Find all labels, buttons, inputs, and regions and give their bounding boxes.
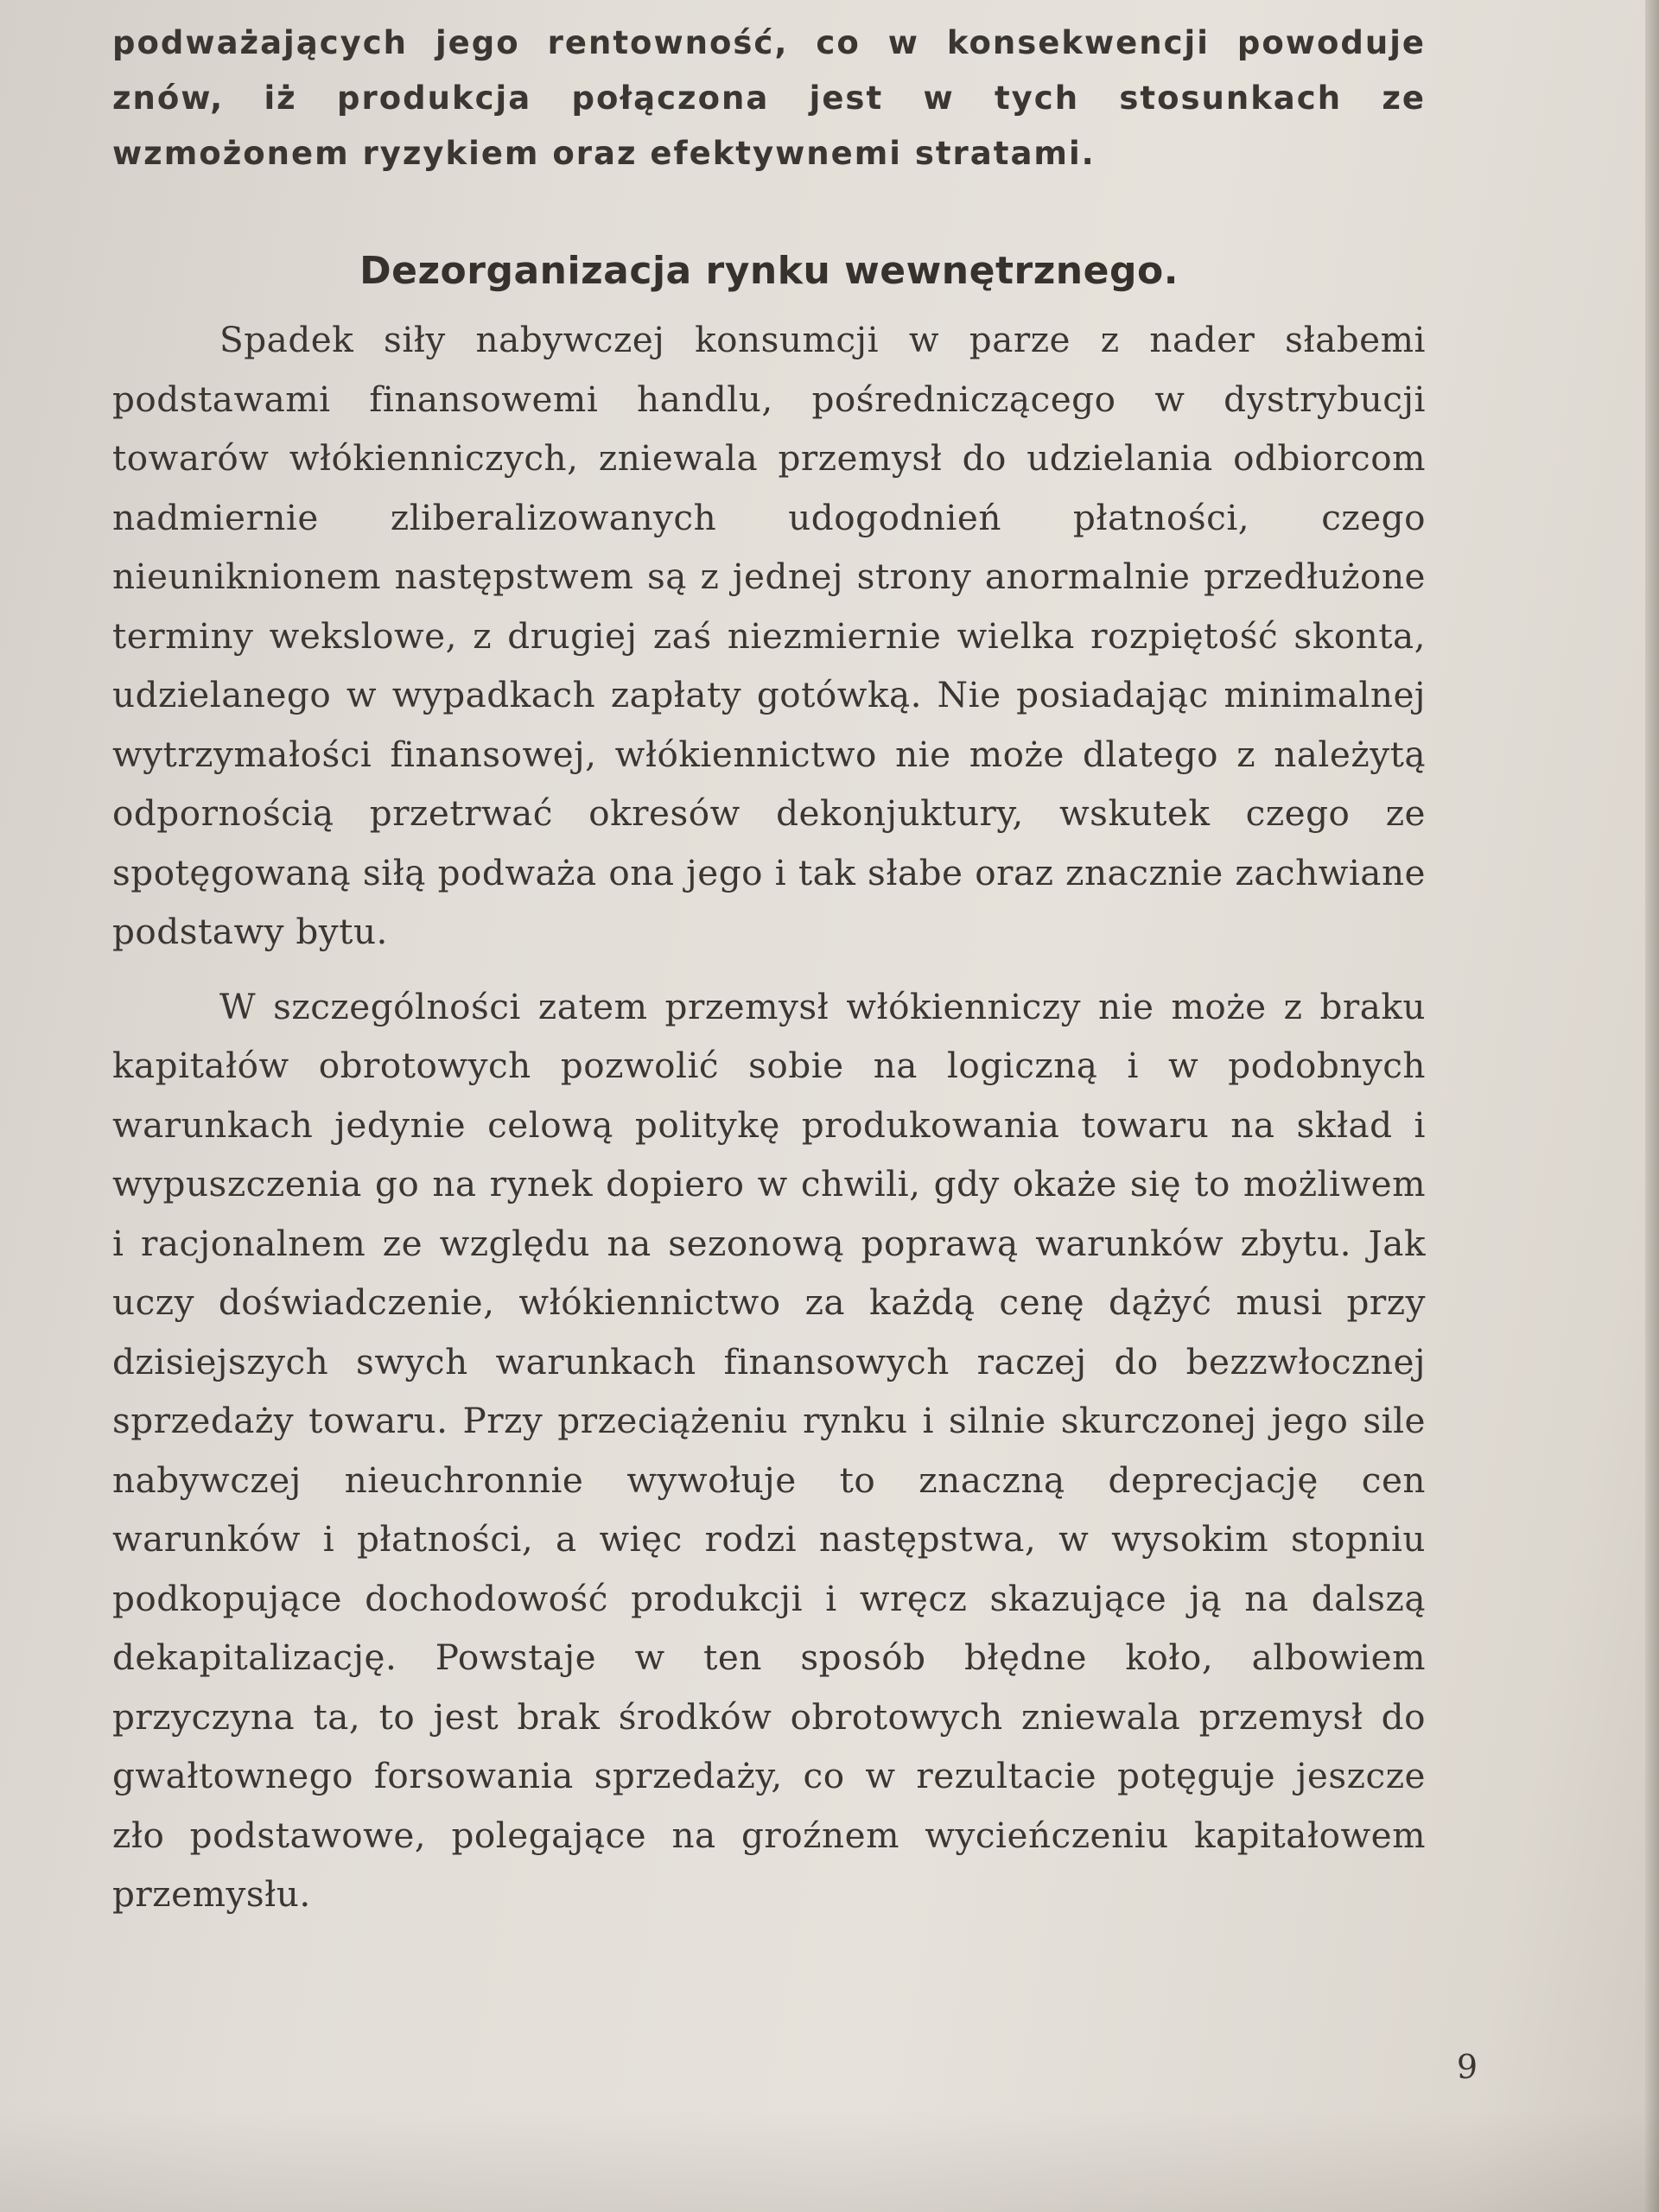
body-paragraph-1: Spadek siły nabywczej konsumcji w parze z nader słabemi podstawami finansowemi handlu, pośredniczącego w dystrybucji towarów włókienniczych, zniewala przemysł do udzielania odbiorcom nadmiernie zliberalizowanych udogodnień płatności, czego nieuniknionem następstwem są z jednej strony anormalnie przedłużone terminy wekslowe, z drugiej zaś niezmiernie wielka rozpiętość skonta, udzielanego w wypadkach zapłaty gotówką. Nie posiadając minimalnej wytrzymałości finansowej, włókiennictwo nie może dlatego z należytą odpornością przetrwać okresów dekonjuktury, wskutek czego ze spotęgowaną siłą podważa ona jego i tak słabe oraz znacznie zachwiane podstawy bytu. bbox=[112, 319, 1426, 952]
intro-paragraph: podważających jego rentowność, co w konsekwencji powoduje znów, iż produkcja połączona jest w tych stosunkach ze wzmożonem ryzykiem oraz efektywnemi stratami. bbox=[112, 24, 1426, 172]
section-title: Dezorganizacja rynku wewnętrznego. bbox=[359, 249, 1179, 293]
page-text bbox=[112, 16, 1426, 1924]
body-paragraph-2: W szczególności zatem przemysł włókienniczy nie może z braku kapitałów obrotowych pozwolić sobie na logiczną i w podobnych warunkach jedynie celową politykę produkowania towaru na skład i wypuszczenia go na rynek dopiero w chwili, gdy okaże się to możliwem i racjonalnem ze względu na sezonową poprawą warunków zbytu. Jak uczy doświadczenie, włókiennictwo za każdą cenę dążyć musi przy dzisiejszych swych warunkach finansowych raczej do bezzwłocznej sprzedaży towaru. Przy przeciążeniu rynku i silnie skurczonej jego sile nabywczej nieuchronnie wywołuje to znaczną deprecjację cen warunków i płatności, a więc rodzi następstwa, w wysokim stopniu podkopujące dochodowość produkcji i wręcz skazujące ją na dalszą dekapitalizację. Powstaje w ten sposób błędne koło, albowiem przyczyna ta, to jest brak środków obrotowych zniewala przemysł do gwałtownego forsowania sprzedaży, co w rezultacie potęguje jeszcze zło podstawowe, polegające na groźnem wycieńczeniu kapitałowem przemysłu. bbox=[112, 985, 1426, 1915]
paragraph-gap bbox=[112, 962, 1426, 977]
page-shadow bbox=[0, 2108, 1659, 2212]
page-edge bbox=[1645, 0, 1659, 2212]
page-number: 9 bbox=[1456, 2048, 1478, 2086]
